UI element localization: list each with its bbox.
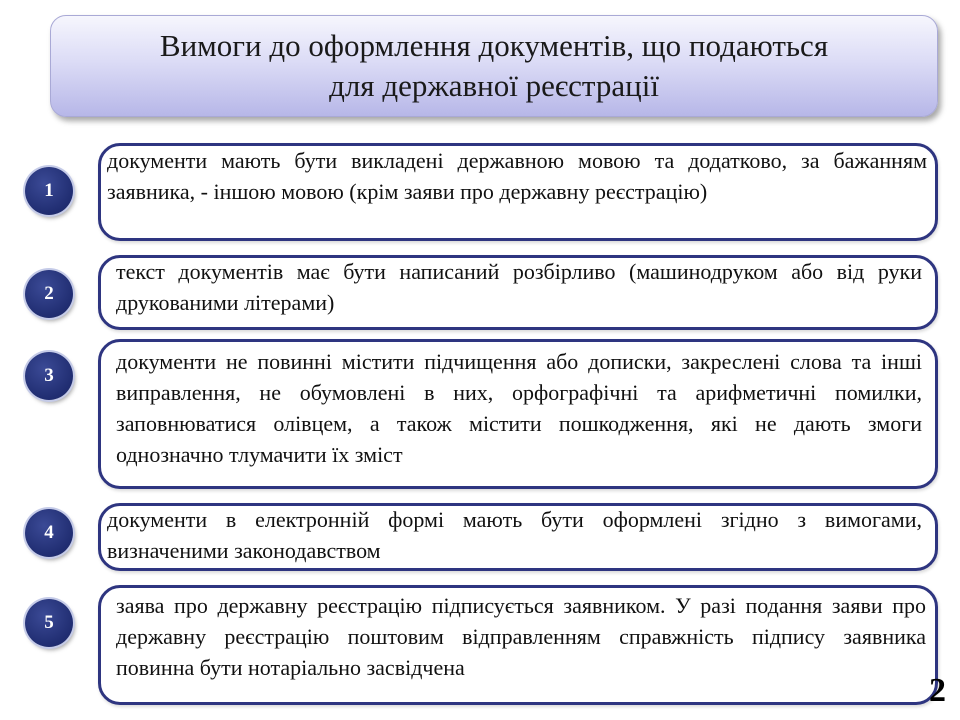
requirement-text-2: текст документів має бути написаний розбірливо (машинодруком або від руки друкованими літерами) [116,259,922,315]
requirement-text-3: документи не повинні містити підчищення або дописки, закреслені слова та інші виправлення, не обумовлені в них, орфографічні та арифметичні помилки, заповнюватися олівцем, а також містити пошкодження, які не дають змоги однозначно тлумачити їх зміст [116,349,922,467]
item-number-badge-4: 4 [25,509,73,557]
requirement-text-4: документи в електронній формі мають бути оформлені згідно з вимогами, визначеними законодавством [107,507,922,563]
item-number-badge-3: 3 [25,352,73,400]
item-number-badge-5: 5 [25,599,73,647]
requirement-text-5: заява про державну реєстрацію підписується заявником. У разі подання заяви про державну реєстрацію поштовим відправленням справжність підпису заявника повинна бути нотаріально засвідчена [116,593,926,680]
requirement-text-1: документи мають бути викладені державною мовою та додатково, за бажанням заявника, - іншою мовою (крім заяви про державну реєстрацію) [107,148,927,204]
item-number-badge-1: 1 [25,167,73,215]
slide-title-line-2: для державної реєстрації [329,68,659,103]
slide-title [84,26,904,106]
slide-title-line-1: Вимоги до оформлення документів, що подаються [159,28,829,63]
slide-title-box [50,15,938,117]
slide-number: 2 [929,672,946,709]
item-number-badge-2: 2 [25,270,73,318]
